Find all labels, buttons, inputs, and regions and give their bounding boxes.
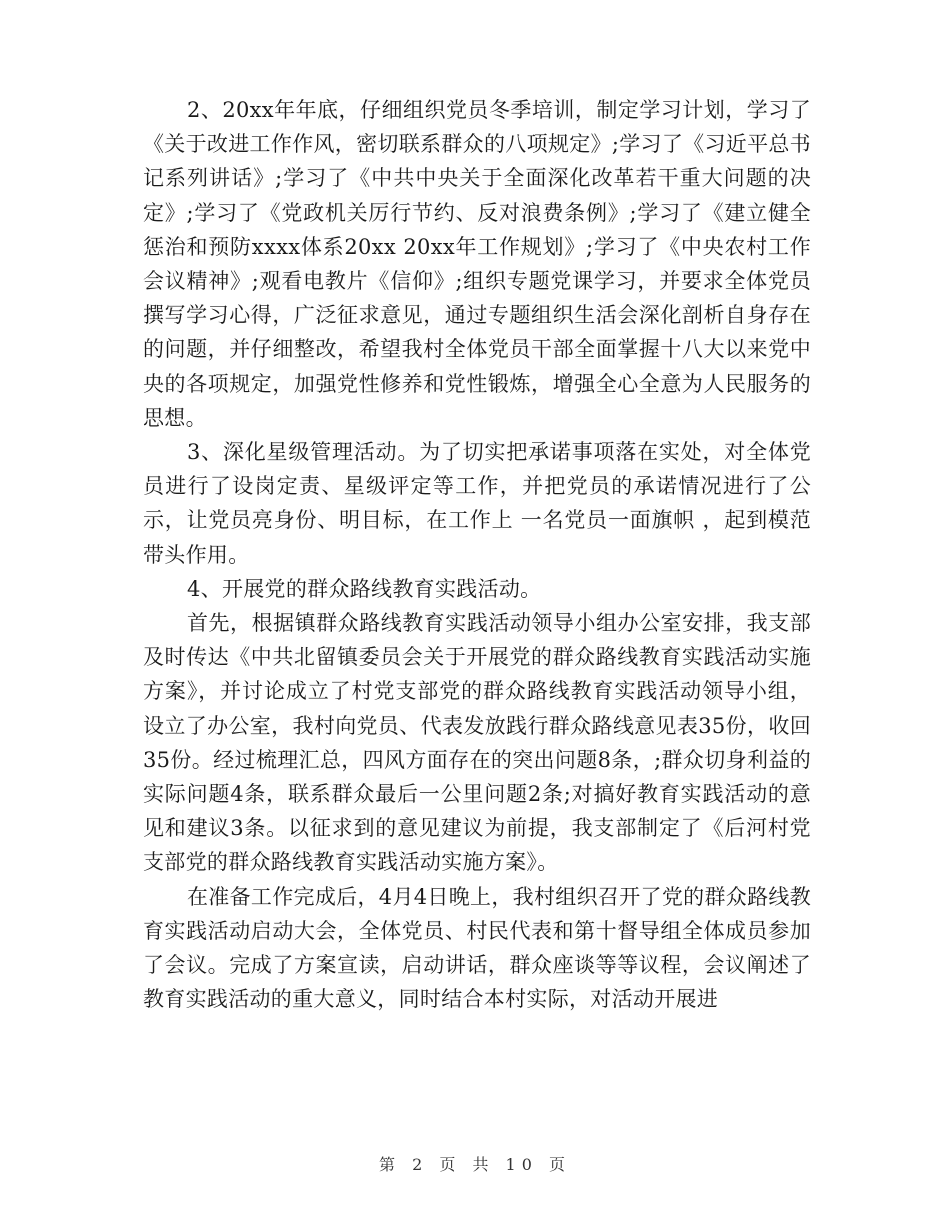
paragraph-first-steps: 首先，根据镇群众路线教育实践活动领导小组办公室安排，我支部及时传达《中共北留镇委员会关于开展党的群众路线教育实践活动实施方案》，并讨论成立了村党支部党的群众路线教育实践活动领导小组，设立了办公室，我村向党员、代表发放践行群众路线意见表35份，收回35份。经过梳理汇总，四风方面存在的突出问题8条，;群众切身利益的实际问题4条，联系群众最后一公里问题2条;对搞好教育实践活动的意见和建议3条。以征求到的意见建议为前提，我支部制定了《后河村党支部党的群众路线教育实践活动实施方案》。 (143, 611, 811, 875)
page-number-footer: 第 2 页 共 10 页 (379, 1155, 571, 1174)
paragraph-study-plan: 2、20xx年年底，仔细组织党员冬季培训，制定学习计划，学习了《关于改进工作作风，密切联系群众的八项规定》;学习了《习近平总书记系列讲话》;学习了《中共中央关于全面深化改革若干重大问题的决定》;学习了《党政机关厉行节约、反对浪费条例》;学习了《建立健全惩治和预防xxxx体系20xx 20xx年工作规划》;学习了《中央农村工作会议精神》;观看电教片《信仰》;组织专题党课学习，并要求全体党员撰写学习心得，广泛征求意见，通过专题组织生活会深化剖析自身存在的问题，并仔细整改，希望我村全体党员干部全面掌握十八大以来党中央的各项规定，加强党性修养和党性锻炼，增强全心全意为人民服务的思想。 (143, 98, 811, 430)
paragraph-launch-meeting: 在准备工作完成后，4月4日晚上，我村组织召开了党的群众路线教育实践活动启动大会，全体党员、村民代表和第十督导组全体成员参加了会议。完成了方案宣读，启动讲话，群众座谈等等议程，会议阐述了教育实践活动的重大意义，同时结合本村实际，对活动开展进 (143, 884, 811, 1012)
document-body (143, 93, 811, 1016)
paragraph-mass-line-heading: 4、开展党的群众路线教育实践活动。 (187, 576, 542, 601)
paragraph-star-management: 3、深化星级管理活动。为了切实把承诺事项落在实处，对全体党员进行了设岗定责、星级评定等工作，并把党员的承诺情况进行了公示，让党员亮身份、明目标，在工作上 一名党员一面旗帜 ，起到模范带头作用。 (143, 440, 811, 567)
